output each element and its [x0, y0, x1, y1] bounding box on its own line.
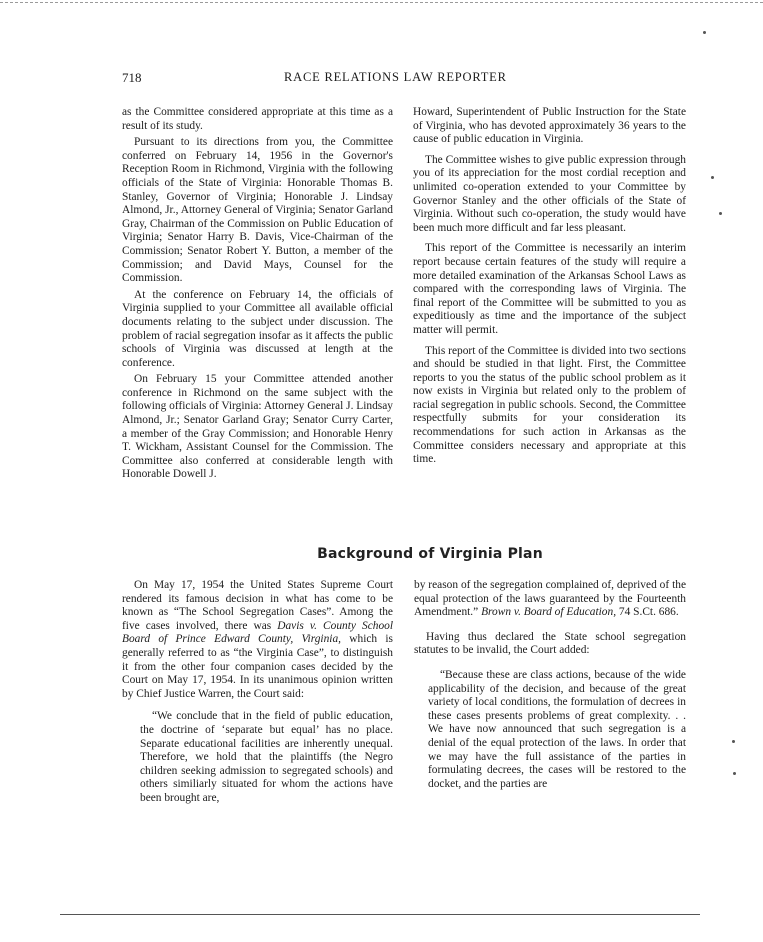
paragraph: as the Committee considered appropriate at this time as a result of its study.	[122, 106, 393, 132]
paragraph: This report of the Committee is necessarily an interim report because certain features of the study will require a more detailed examination of the Arkansas School Laws as compared with the corresponding laws of Virginia. The final report of the Committee will be submitted to you as expeditiously as time and the importance of the subject matter will permit.	[413, 242, 686, 336]
text-run: On May 17, 1954 the United States Supreme Court rendered its famous decision in what has come to be known as “The School Segregation Cases”. Among the five cases involved, there was	[122, 579, 393, 632]
block-quote	[428, 669, 686, 791]
paragraph: The Committee wishes to give public expression through you of its appreciation for the most cordial reception and unlimited co-operation extended to your Committee by Governor Stanley and the other officials of the State of Virginia. Without such co-operation, the study would have been much more difficult and far less pleasant.	[413, 153, 686, 234]
paragraph: Pursuant to its directions from you, the Committee conferred on February 14, 1956 in the Governor's Reception Room in Richmond, Virginia with the following officials of the State of Virginia: Honorable Thomas B. Stanley, Governor of Virginia; Honorable J. Lindsay Almond, Jr., Attorney General of Virginia; Senator Garland Gray, Chairman of the Commission on Public Education of Virginia; Senator Harry B. Davis, Vice-Chairman of the Commission; Senator Robert Y. Button, a member of the Commission; and David Mays, Counsel for the Commission.	[122, 136, 393, 285]
running-head: RACE RELATIONS LAW REPORTER	[284, 70, 507, 84]
scan-speck	[733, 772, 736, 775]
text-run: which is generally referred to as “the Virginia Case”, to distinguish it from the other four companion cases decided by the Court on May 17, 1954. In its unanimous opinion written by Chief Justice Warren, the Court said:	[122, 633, 393, 700]
paragraph: Having thus declared the State school segregation statutes to be invalid, the Court added:	[414, 630, 686, 657]
top-right-column	[413, 106, 686, 467]
bottom-rule	[60, 914, 700, 915]
paragraph: On February 15 your Committee attended another conference in Richmond on the same subject with the following officials of Virginia: Attorney General J. Lindsay Almond, Jr.; Senator Garland Gray; Senator Curry Carter, a member of the Gray Commission; and Honorable Henry T. Wickham, Assistant Counsel for the Commission. The Committee also conferred at considerable length with Honorable Dowell J.	[122, 373, 393, 481]
quote-paragraph: “We conclude that in the field of public education, the doctrine of ‘separate but equal’ has no place. Separate educational facilities are inherently unequal. Therefore, we hold that the plaintiffs (the Negro children seeking admission to segregated schools) and others similiarly situated for whom the actions have been brought are,	[140, 710, 393, 804]
case-citation: Davis v. County School Board of Prince Edward County, Virginia,	[122, 619, 393, 646]
page-number: 718	[122, 70, 142, 85]
block-quote	[140, 710, 393, 805]
quote-paragraph: “Because these are class actions, because of the wide applicability of the decision, and because of the great variety of local conditions, the formulation of decrees in these cases presents problems of great complexity. . . We have now announced that such segregation is a denial of the equal protection of the laws. In order that we may have the full assistance of the parties in formulating decrees, the cases will be restored to the docket, and the parties are	[428, 668, 686, 790]
top-left-column	[122, 106, 393, 482]
paragraph: This report of the Committee is divided into two sections and should be studied in that light. First, the Committee reports to you the status of the public school problem as it now exists in Virginia but related only to the problem of racial segregation in public schools. Second, the Committee respectfully submits for your consideration its recommendations for such action in Arkansas as the Committee considers necessary and appropriate at this time.	[413, 344, 686, 466]
paragraph: Howard, Superintendent of Public Instruction for the State of Virginia, who has devoted approximately 36 years to the cause of public education in Virginia.	[413, 106, 686, 146]
case-citation: Brown v. Board of Education,	[481, 606, 617, 619]
section-heading: Background of Virginia Plan	[317, 546, 543, 562]
scan-speck	[732, 740, 735, 743]
text-run: by reason of the segregation complained of, deprived of the equal protection of the laws guaranteed by the Fourteenth Amendment.”	[414, 579, 686, 619]
paragraph: At the conference on February 14, the officials of Virginia supplied to your Committee all available official documents relating to the subject under discussion. The problem of racial segregation insofar as it affects the public schools of Virginia was discussed at length at the conference.	[122, 288, 393, 369]
scan-speck	[703, 31, 706, 34]
section-left-column	[122, 579, 393, 806]
text-run: 74 S.Ct. 686.	[616, 606, 679, 619]
page-header	[122, 70, 694, 88]
scan-speck	[719, 212, 722, 215]
scan-speck	[711, 176, 714, 179]
section-right-column	[414, 579, 686, 791]
top-border-rule	[0, 2, 763, 3]
paragraph	[122, 579, 393, 701]
paragraph	[414, 579, 686, 620]
